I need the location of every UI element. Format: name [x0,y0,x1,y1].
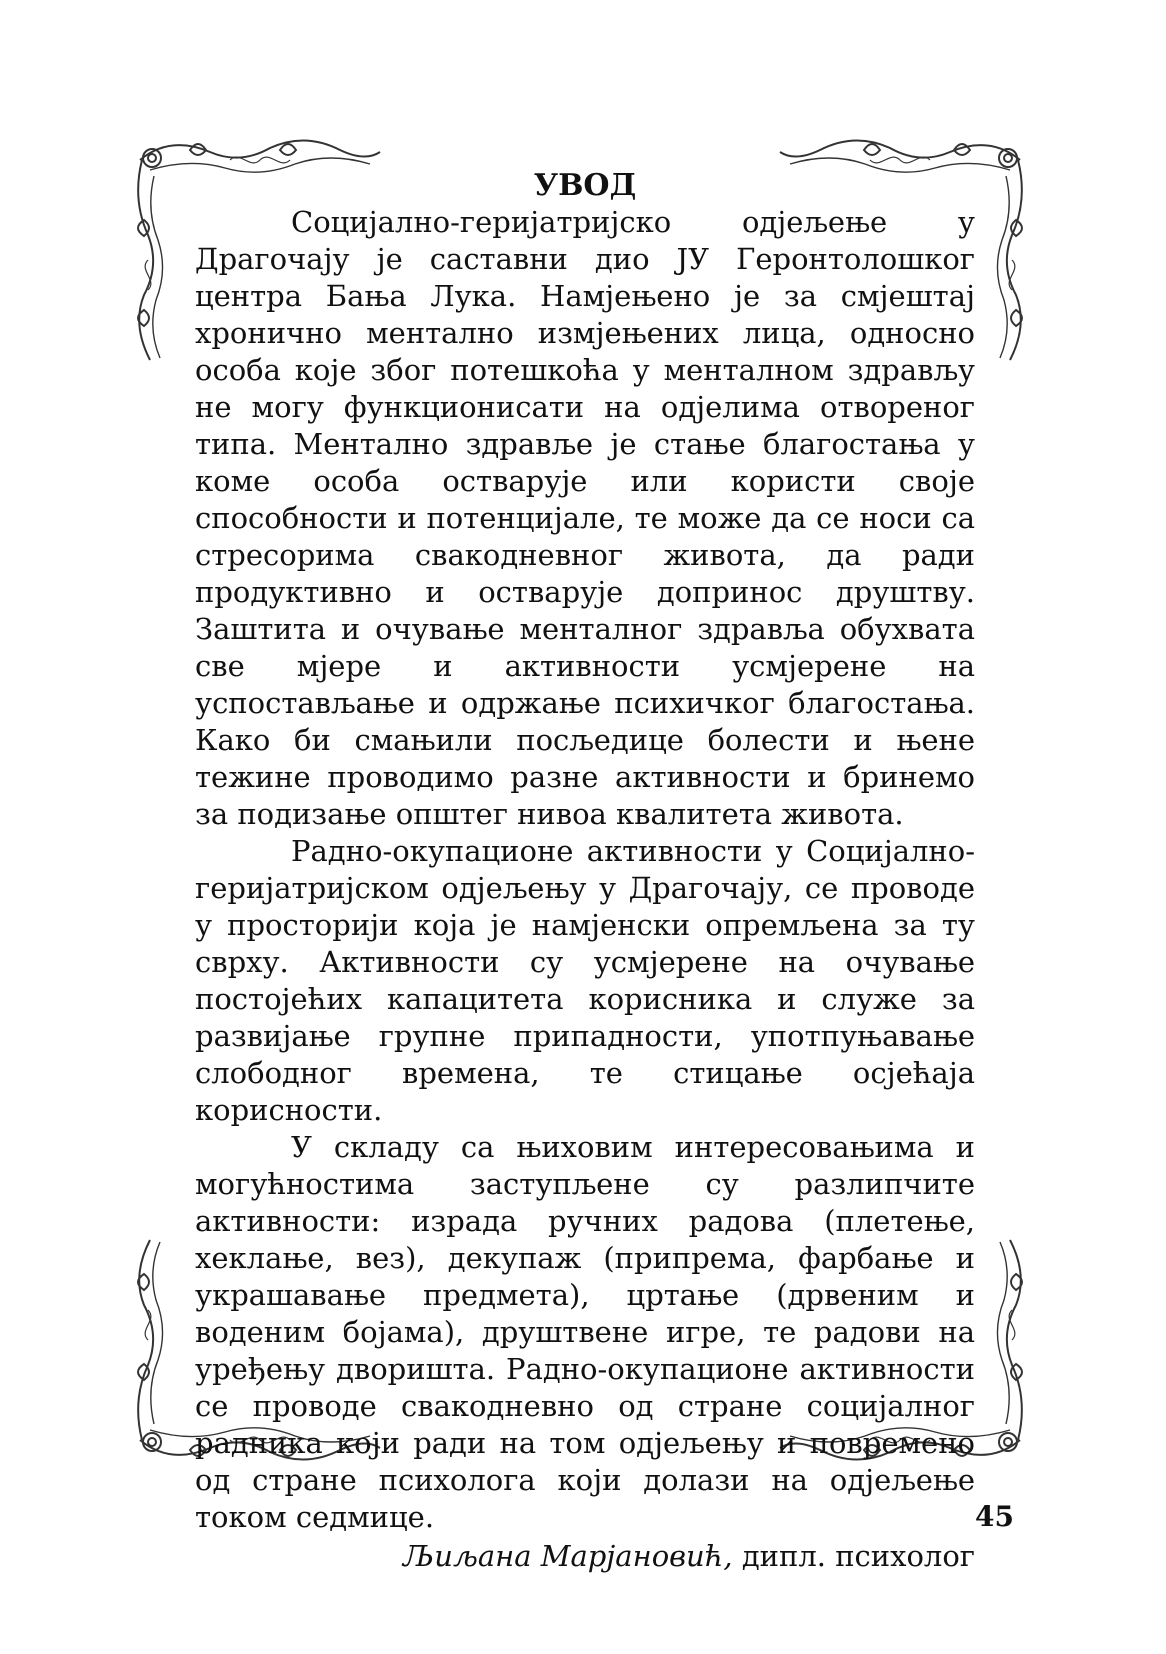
page-number: 45 [975,1500,1014,1533]
signature [195,1538,975,1575]
paragraph: У складу са њиховим интересовањима и могућностима заступљене су разлипчите активности: израда ручних радова (плетење, хеклање, вез), декупаж (припрема, фарбање и украшавање предмета), цртање (дрвеним и воденим бојама), друштвене игре, те радови на уређењу дворишта. Радно-окупационе активности се проводе свакодневно од стране социјалног радника који ради на том одјељењу и повремено од стране психолога који долази на одјељење током седмице. [195,1130,975,1534]
signature-name: Љиљана Марјановић, [402,1539,733,1573]
signature-title: дипл. психолог [732,1539,975,1573]
document-body [195,168,975,1575]
paragraph: Социјално-геријатријско одјељење у Драгочају је саставни дио ЈУ Геронтолошког центра Бања Лука. Намјењено је за смјештај хронично ментално измјењених лица, односно особа које због потешкоћа у менталном здрављу не могу функционисати на одјелима отвореног типа. Ментално здравље је стање благостања у коме особа остварује или користи своје способности и потенцијале, те може да се носи са стресорима свакодневног живота, да ради продуктивно и остварује допринос друштву. Заштита и очување менталног здравља обухвата све мјере и активности усмјерене на успостављање и одржање психичког благостања. Како би смањили посљедице болести и њене тежине проводимо разне активности и бринемо за подизање општег нивоа квалитета живота. [195,205,975,831]
page-title: УВОД [533,168,637,203]
paragraph: Радно-окупационе активности у Социјално-геријатријском одјељењу у Драгочају, се проводе у просторији која је намјенски опремљена за ту сврху. Активности су усмјерене на очување постојећих капацитета корисника и служе за развијање групне припадности, употпуњавање слободног времена, те стицање осјећаја корисности. [195,834,975,1127]
